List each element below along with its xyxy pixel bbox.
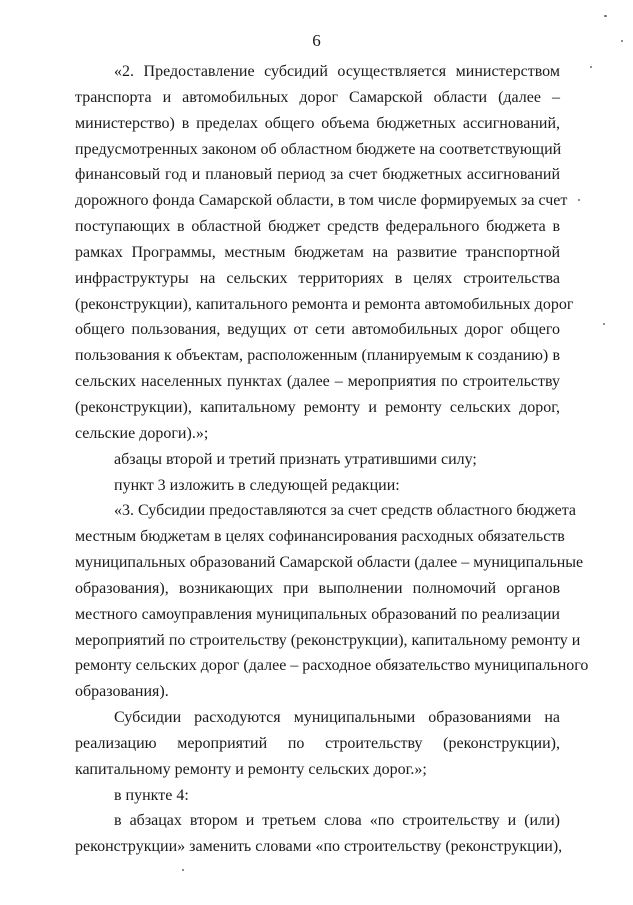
text-line: инфраструктуры на сельских территориях в целях строительства — [75, 269, 560, 287]
text-line: министерство) в пределах общего объема бюджетных ассигнований, — [75, 114, 560, 132]
text-line: капитальному ремонту и ремонту сельских дорог.»; — [75, 760, 427, 778]
text-line: поступающих в областной бюджет средств федерального бюджета в — [75, 218, 560, 236]
text-line: образования). — [75, 683, 169, 701]
text-line: муниципальных образований Самарской области (далее – муниципальные — [75, 554, 584, 572]
scan-speck — [604, 15, 607, 17]
scan-speck — [578, 199, 580, 201]
text-line: сельских населенных пунктах (далее – мероприятия по строительству — [75, 373, 560, 391]
text-line: пользования к объектам, расположенным (планируемым к созданию) в — [75, 347, 560, 365]
text-line: «3. Субсидии предоставляются за счет средств областного бюджета — [114, 502, 577, 520]
text-line: «2. Предоставление субсидий осуществляется министерством — [114, 63, 560, 80]
scan-speck — [621, 40, 623, 42]
text-line: (реконструкции), капитальному ремонту и ремонту сельских дорог, — [75, 398, 560, 416]
text-line: реконструкции» заменить словами «по строительству (реконструкции), — [75, 838, 563, 856]
text-line: реализацию мероприятий по строительству (реконструкции), — [75, 734, 560, 752]
text-line: мероприятий по строительству (реконструкции), капитальному ремонту и — [75, 631, 581, 649]
page-number: 6 — [312, 31, 321, 50]
scan-speck — [603, 323, 605, 325]
text-line: сельские дороги).»; — [75, 424, 209, 442]
text-line: дорожного фонда Самарской области, в том числе формируемых за счет — [75, 192, 568, 210]
text-line: рамках Программы, местным бюджетам на развитие транспортной — [75, 243, 560, 261]
scan-speck — [182, 869, 184, 871]
text-line: общего пользования, ведущих от сети автомобильных дорог общего — [75, 321, 560, 339]
text-line: образования), возникающих при выполнении полномочий органов — [75, 579, 560, 597]
text-line: финансовый год и плановый период за счет бюджетных ассигнований — [75, 166, 560, 184]
text-line: предусмотренных законом об областном бюджете на соответствующий — [75, 140, 562, 158]
text-line: (реконструкции), капитального ремонта и ремонта автомобильных дорог — [75, 295, 574, 313]
text-line: в абзацах втором и третьем слова «по строительству и (или) — [114, 812, 560, 830]
text-line: пункт 3 изложить в следующей редакции: — [114, 476, 400, 494]
text-line: Субсидии расходуются муниципальными образованиями на — [114, 709, 560, 727]
text-line: ремонту сельских дорог (далее – расходное обязательство муниципального — [75, 657, 589, 675]
text-line: местного самоуправления муниципальных образований по реализации — [75, 605, 560, 623]
text-line: в пункте 4: — [114, 786, 189, 804]
text-line: абзацы второй и третий признать утратившими силу; — [114, 450, 477, 468]
text-line: местным бюджетам в целях софинансирования расходных обязательств — [75, 528, 565, 546]
text-line: транспорта и автомобильных дорог Самарской области (далее – — [75, 88, 560, 106]
document-body — [75, 59, 589, 860]
scan-speck — [590, 66, 592, 68]
